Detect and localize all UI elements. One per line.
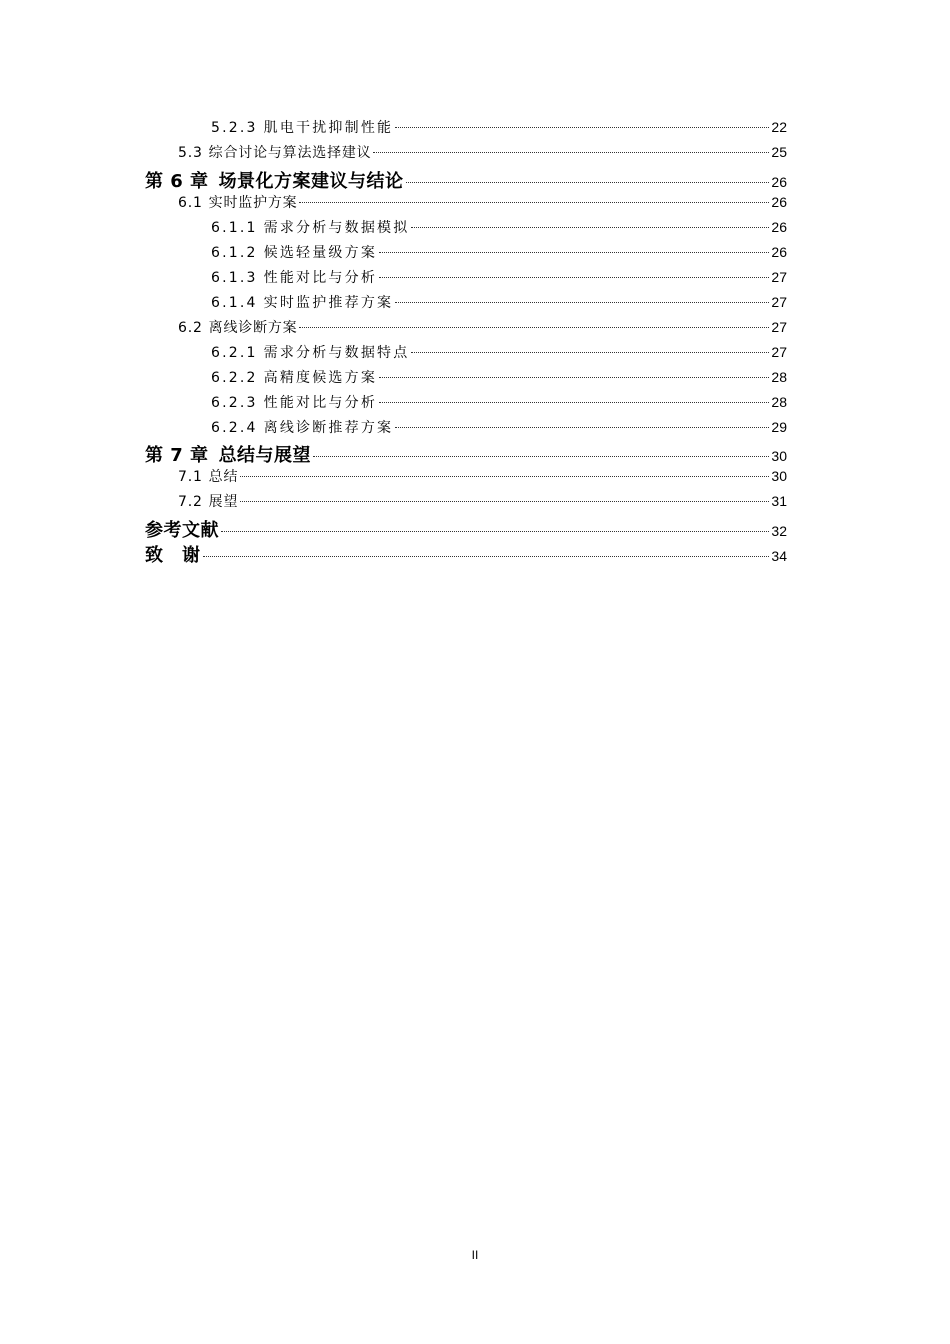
dot-leader (240, 476, 769, 477)
toc-entry-page-number: 28 (771, 369, 787, 385)
toc-row[interactable] (0, 267, 950, 292)
dot-leader (379, 277, 769, 278)
dot-leader (379, 377, 769, 378)
toc-entry-page-number: 28 (771, 394, 787, 410)
toc-entry[interactable] (211, 267, 787, 287)
toc-entry-label (211, 367, 377, 387)
toc-entry-number: 6.2.4 (211, 420, 258, 436)
toc-entry-title: 实时监护推荐方案 (263, 295, 394, 311)
toc-entry[interactable] (211, 392, 787, 412)
toc-entry-label (145, 516, 219, 542)
toc-entry-label (211, 392, 377, 412)
toc-entry-number: 6.2.1 (211, 345, 258, 361)
toc-entry-number: 5.2.3 (211, 120, 258, 136)
page-number-footer: II (471, 1248, 479, 1262)
toc-entry-page-number: 26 (771, 219, 787, 235)
toc-entry[interactable] (211, 117, 787, 137)
toc-entry-page-number: 27 (771, 344, 787, 360)
toc-entry[interactable] (211, 292, 787, 312)
toc-entry-title: 致 谢 (145, 545, 201, 566)
dot-leader (411, 227, 769, 228)
toc-entry-label (145, 541, 201, 567)
toc-entry[interactable] (211, 417, 787, 437)
toc-entry-number: 6.2.2 (211, 370, 258, 386)
dot-leader (221, 531, 769, 532)
toc-entry-page-number: 30 (771, 448, 787, 464)
toc-entry[interactable] (145, 441, 787, 467)
toc-entry-title: 实时监护方案 (208, 195, 298, 211)
toc-entry-label (178, 317, 297, 337)
toc-row[interactable] (0, 466, 950, 491)
toc-entry-number: 6.1.2 (211, 245, 258, 261)
toc-row[interactable] (0, 441, 950, 466)
toc-entry-title: 展望 (208, 494, 239, 510)
toc-entry-title: 总结与展望 (218, 445, 312, 466)
toc-entry-number: 5.3 (178, 145, 203, 161)
toc-row[interactable] (0, 242, 950, 267)
toc-entry-title: 场景化方案建议与结论 (218, 171, 404, 192)
toc-entry-title: 离线诊断推荐方案 (263, 420, 394, 436)
toc-row[interactable] (0, 417, 950, 442)
dot-leader (203, 556, 770, 557)
dot-leader (406, 182, 770, 183)
toc-entry-title: 性能对比与分析 (263, 270, 378, 286)
toc-entry-label (178, 491, 238, 511)
toc-entry-page-number: 22 (771, 119, 787, 135)
dot-leader (411, 352, 769, 353)
toc-row[interactable] (0, 392, 950, 417)
toc-entry-label (145, 167, 404, 193)
toc-row[interactable] (0, 167, 950, 192)
dot-leader (395, 427, 769, 428)
toc-entry[interactable] (145, 516, 787, 542)
dot-leader (240, 501, 769, 502)
dot-leader (395, 127, 769, 128)
toc-entry-label (211, 217, 409, 237)
toc-row[interactable] (0, 491, 950, 516)
toc-entry[interactable] (211, 342, 787, 362)
toc-entry-label (211, 117, 393, 137)
toc-entry-page-number: 25 (771, 144, 787, 160)
dot-leader (313, 456, 769, 457)
toc-entry-page-number: 27 (771, 319, 787, 335)
toc-row[interactable] (0, 516, 950, 541)
toc-entry-page-number: 27 (771, 294, 787, 310)
toc-entry-page-number: 26 (771, 194, 787, 210)
toc-entry-title: 需求分析与数据模拟 (263, 220, 410, 236)
toc-row[interactable] (0, 541, 950, 566)
toc-entry-page-number: 30 (771, 468, 787, 484)
toc-entry-label (211, 292, 393, 312)
toc-entry-label (145, 441, 311, 467)
toc-row[interactable] (0, 367, 950, 392)
toc-entry-page-number: 34 (771, 548, 787, 564)
toc-entry-page-number: 27 (771, 269, 787, 285)
toc-entry-title: 离线诊断方案 (208, 320, 298, 336)
toc-entry-label (178, 192, 297, 212)
toc-entry-number: 6.1.3 (211, 270, 258, 286)
toc-entry-title: 性能对比与分析 (263, 395, 378, 411)
toc-row[interactable] (0, 142, 950, 167)
toc-entry[interactable] (178, 317, 787, 337)
toc-entry-title: 需求分析与数据特点 (263, 345, 410, 361)
dot-leader (373, 152, 769, 153)
dot-leader (379, 402, 769, 403)
toc-entry[interactable] (211, 217, 787, 237)
toc-entry-number: 7.2 (178, 494, 203, 510)
toc-row[interactable] (0, 192, 950, 217)
toc-entry-label (178, 142, 371, 162)
toc-entry[interactable] (178, 142, 787, 162)
toc-entry[interactable] (178, 466, 787, 486)
toc-entry-page-number: 32 (771, 523, 787, 539)
toc-entry[interactable] (145, 167, 787, 193)
toc-entry[interactable] (211, 242, 787, 262)
toc-entry-number: 6.1.1 (211, 220, 258, 236)
dot-leader (299, 327, 769, 328)
toc-entry-number: 第 6 章 (145, 171, 209, 192)
dot-leader (395, 302, 769, 303)
toc-entry[interactable] (178, 491, 787, 511)
toc-row[interactable] (0, 292, 950, 317)
toc-entry-number: 7.1 (178, 469, 203, 485)
toc-entry-label (211, 417, 393, 437)
toc-entry-number: 6.1.4 (211, 295, 258, 311)
toc-entry-number: 6.2 (178, 320, 203, 336)
dot-leader (379, 252, 769, 253)
toc-entry-title: 参考文献 (145, 520, 219, 541)
toc-entry-page-number: 26 (771, 244, 787, 260)
toc-entry-title: 高精度候选方案 (263, 370, 378, 386)
toc-entry-number: 第 7 章 (145, 445, 209, 466)
toc-entry-title: 总结 (208, 469, 239, 485)
toc-entry[interactable] (211, 367, 787, 387)
toc-row[interactable] (0, 317, 950, 342)
toc-entry-label (211, 267, 377, 287)
toc-entry[interactable] (145, 541, 787, 567)
toc-entry-page-number: 29 (771, 419, 787, 435)
toc-row[interactable] (0, 117, 950, 142)
toc-entry-label (178, 466, 238, 486)
toc-entry-number: 6.1 (178, 195, 203, 211)
toc-entry-title: 候选轻量级方案 (263, 245, 378, 261)
toc-entry-label (211, 342, 409, 362)
toc-entry[interactable] (178, 192, 787, 212)
dot-leader (299, 202, 769, 203)
toc-row[interactable] (0, 342, 950, 367)
toc-entry-title: 综合讨论与算法选择建议 (208, 145, 372, 161)
toc-entry-title: 肌电干扰抑制性能 (263, 120, 394, 136)
toc-entry-number: 6.2.3 (211, 395, 258, 411)
toc-entry-page-number: 31 (771, 493, 787, 509)
toc-entry-label (211, 242, 377, 262)
toc-entry-page-number: 26 (771, 174, 787, 190)
toc-row[interactable] (0, 217, 950, 242)
